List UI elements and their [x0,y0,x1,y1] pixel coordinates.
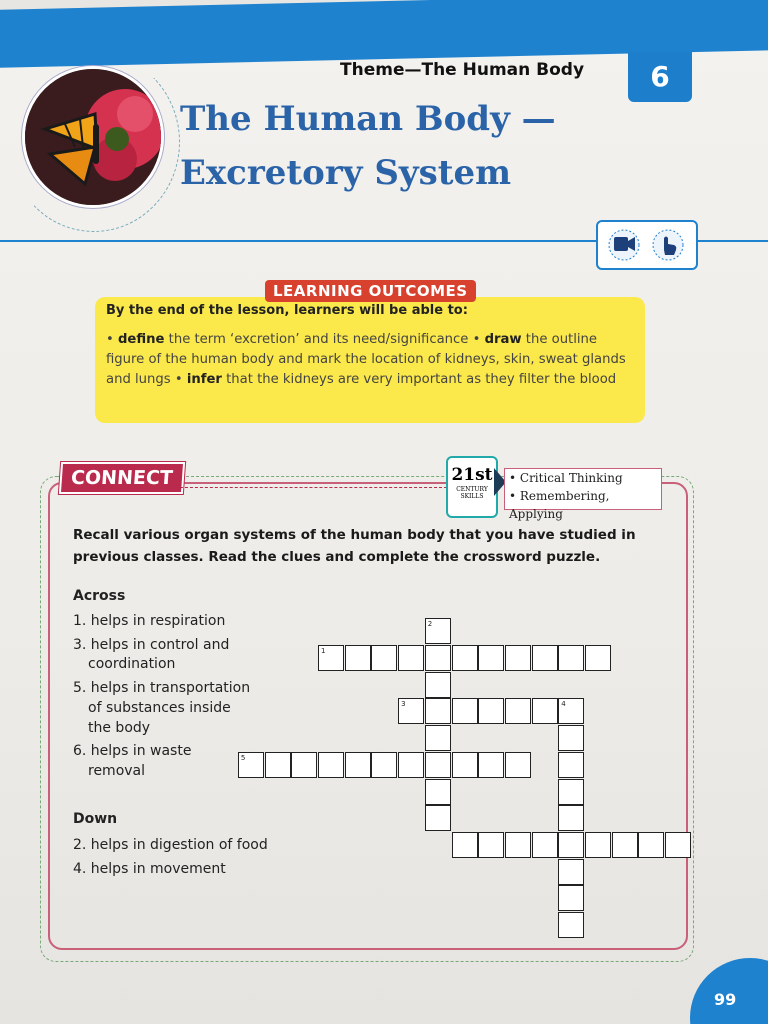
crossword-cell[interactable] [398,698,424,724]
crossword-cell[interactable] [558,885,584,911]
crossword-cell[interactable] [425,725,451,751]
skills-box [504,468,662,521]
crossword-cell[interactable] [345,752,371,778]
crossword-cell[interactable] [505,698,531,724]
crossword-cell[interactable] [425,645,451,671]
theme-label: Theme—The Human Body [340,60,585,80]
media-icons-box [596,220,698,270]
clue-down-4: 4. helps in movement [73,861,226,877]
crossword-cell[interactable] [558,645,584,671]
crossword-cell[interactable] [505,645,531,671]
clue-across-5: 5. helps in transportation [73,680,251,696]
crossword-cell[interactable] [425,779,451,805]
outcome-define-verb: define [117,332,165,347]
butterfly-flower-image [25,69,161,205]
crossword-cell[interactable] [398,645,424,671]
crossword-clue-number: 1 [321,647,326,655]
clue-across-5-cont2: the body [88,720,151,736]
crossword-cell[interactable] [505,752,531,778]
crossword-cell[interactable] [452,752,478,778]
crossword-cell[interactable] [425,698,451,724]
century-skills-sub1: CENTURY [456,486,488,493]
crossword-cell[interactable] [558,698,584,724]
crossword-cell[interactable] [318,752,344,778]
crossword-cell[interactable] [425,618,451,644]
crossword-cell[interactable] [452,698,478,724]
crossword-cell[interactable] [345,645,371,671]
skill-item: • Critical Thinking [509,471,623,485]
connect-label: CONNECT [59,462,185,494]
crossword-cell[interactable] [585,832,611,858]
skill-item: • Remembering, Applying [509,489,610,521]
crossword-cell[interactable] [558,912,584,938]
crossword-cell[interactable] [398,752,424,778]
learning-outcomes-intro: By the end of the lesson, learners will be able to: [106,303,468,318]
outcome-infer-text: that the kidneys are very important as they filter the blood [221,372,617,387]
crossword-cell[interactable] [638,832,664,858]
crossword-cell[interactable] [371,752,397,778]
crossword-cell[interactable] [371,645,397,671]
crossword-cell[interactable] [665,832,691,858]
crossword-cell[interactable] [291,752,317,778]
outcome-define-text: the term ‘excretion’ and its need/significance [164,332,473,347]
chapter-title [180,92,556,200]
crossword-cell[interactable] [558,832,584,858]
chapter-title-line2: Excretory System [180,153,512,193]
crossword-cell[interactable] [532,645,558,671]
crossword-clue-number: 5 [240,753,246,762]
outcome-draw-verb: draw [484,332,522,347]
crossword-clue-number: 2 [427,620,433,629]
crossword-clue-number: 3 [401,700,406,709]
crossword-cell[interactable] [558,779,584,805]
crossword-cell[interactable] [558,805,584,831]
crossword-cell[interactable] [478,752,504,778]
learning-outcomes-body: • define the term ‘excretion’ and its need/significance • draw the outline figure of the human body and mark the location of kidneys, skin, sweat glands and lungs • infer that the kidneys are very important as they filter the blood [106,332,626,387]
across-heading: Across [73,588,126,604]
crossword-cell[interactable] [505,832,531,858]
outcome-draw-text: the outline figure of the human body and mark the location of kidneys, skin, sweat glands and lungs [106,332,626,387]
crossword-cell[interactable] [452,832,478,858]
crossword-cell[interactable] [558,725,584,751]
crossword-cell[interactable] [478,645,504,671]
learning-outcomes-badge: LEARNING OUTCOMES [265,280,476,302]
crossword-cell[interactable] [452,645,478,671]
crossword-cell[interactable] [612,832,638,858]
connect-instruction: Recall various organ systems of the human body that you have studied in previous classes. Read the clues and complete the crossword puzzle. [73,527,636,565]
crossword-cell[interactable] [558,752,584,778]
century-skills-sub2: SKILLS [460,493,484,500]
crossword-cell[interactable] [478,698,504,724]
chapter-number-tab: 6 [628,52,692,102]
crossword-cell[interactable] [425,672,451,698]
crossword-cell[interactable] [478,832,504,858]
clue-across-1: 1. helps in respiration [73,613,226,629]
crossword-cell[interactable] [318,645,344,671]
crossword-cell[interactable] [265,752,291,778]
page-number: 99 [714,990,737,1009]
outcome-infer-verb: infer [186,372,222,387]
century-skills-badge [446,456,498,518]
crossword-cell[interactable] [558,859,584,885]
crossword-cell[interactable] [425,805,451,831]
chapter-title-line1: The Human Body — [180,99,556,139]
crossword-cell[interactable] [532,832,558,858]
clue-across-3: 3. helps in control and [73,637,230,653]
crossword-cell[interactable] [585,645,611,671]
clue-across-3-cont: coordination [88,656,176,672]
clue-across-6-cont: removal [88,763,146,779]
century-skills-number: 21st [451,465,493,485]
butterfly-photo [22,66,164,208]
crossword-cell[interactable] [425,752,451,778]
clue-across-6: 6. helps in waste [73,743,192,759]
down-heading: Down [73,811,118,827]
crossword-cell[interactable] [532,698,558,724]
clue-across-5-cont: of substances inside [88,700,231,716]
crossword-clue-number: 4 [561,700,566,709]
crossword-cell[interactable] [238,752,264,778]
connect-dash-line [175,487,447,488]
clue-down-2: 2. helps in digestion of food [73,837,268,853]
